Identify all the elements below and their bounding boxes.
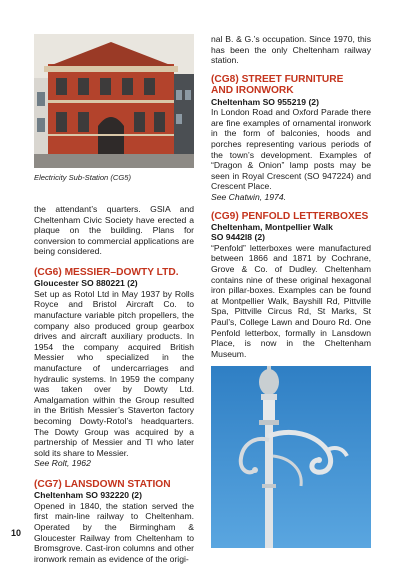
cg6-heading: (CG6) MESSIER–DOWTY LTD. <box>34 266 179 278</box>
continuation-paragraph: nal B. & G.’s occupation. Since 1970, this has been the only Cheltenham railway station. <box>211 34 371 66</box>
cg9-body: “Penfold” letterboxes were manufactured between 1866 and 1871 by Cochrane, Grove & Co. of Dudley. Cheltenham contains nine of these original hexagonal iron pillar-boxes. Examples can be found at Montpellier Walk, Bayshill Rd, Pittville Spa, Pittville Circus Rd, St Marks, St Paul’s, College Lawn and Douro Rd. One Penfold letterbox, formally in Lansdown Place, is now in the Cheltenham Museum. <box>211 242 371 359</box>
page-number: 10 <box>11 528 22 538</box>
cg8-see: See Chatwin, 1974. <box>211 191 287 202</box>
cg7-heading: (CG7) LANSDOWN STATION <box>34 478 171 490</box>
substation-caption: Electricity Sub-Station (CG5) <box>34 173 132 182</box>
cg6-ref: Gloucester SO 880221 (2) <box>34 278 138 289</box>
intro-paragraph: the attendant’s quarters. GSIA and Cheltenham Civic Society have erected a plaque on the building. Plans for conversion to commercial applications are being considered. <box>34 204 195 257</box>
lamp-illustration <box>211 366 371 548</box>
cg8-heading-line1: (CG8) STREET FURNITURE <box>211 73 344 85</box>
cg9-ref1: Cheltenham, Montpellier Walk <box>211 222 333 233</box>
substation-illustration <box>34 34 194 168</box>
lamp-photo <box>211 366 371 548</box>
cg7-ref: Cheltenham SO 932220 (2) <box>34 490 142 501</box>
substation-photo <box>34 34 194 168</box>
cg8-heading-line2: AND IRONWORK <box>211 85 294 97</box>
cg9-heading: (CG9) PENFOLD LETTERBOXES <box>211 210 369 222</box>
cg6-see: See Rolt, 1962 <box>34 458 91 469</box>
left-text <box>34 204 194 564</box>
right-text <box>211 34 371 380</box>
cg8-ref: Cheltenham SO 955219 (2) <box>211 96 319 107</box>
cg8-body: In London Road and Oxford Parade there are fine examples of ornamental ironwork in the form of balconies, hoods and porches representing various periods of the town’s development. Examples of “Dragon & Onion” lamp posts may be seen in Royal Crescent (SO 947224) and Crescent Place. <box>211 107 371 192</box>
left-column <box>34 173 194 184</box>
cg6-body: Set up as Rotol Ltd in May 1937 by Rolls Royce and Bristol Aircraft Co. to manufacture variable pitch propellers, the company also produced group gearbox drives and aircraft auxiliary products. In 1954 the company acquired British Messier who specialized in the manufacture of undercarriages and hydraulic systems. In 1959 the company was taken over by Dowty Ltd. Amalgamation within the Group resulted in the British Messier’s Staverton factory becoming Dowty-Rotol’s headquarters. The Dowty Group was acquired by a partnership of Messier and TI who later sold its share to Messier. <box>34 288 194 458</box>
cg9-ref2: SO 9442l8 (2) <box>211 232 265 243</box>
cg7-body: Opened in 1840, the station served the first main-line railway to Cheltenham. Operated by the Birmingham & Gloucester Railway from Cheltenham to Bromsgrove. Cast-iron columns and other ironwork remain as evidence of the origi- <box>34 500 194 564</box>
